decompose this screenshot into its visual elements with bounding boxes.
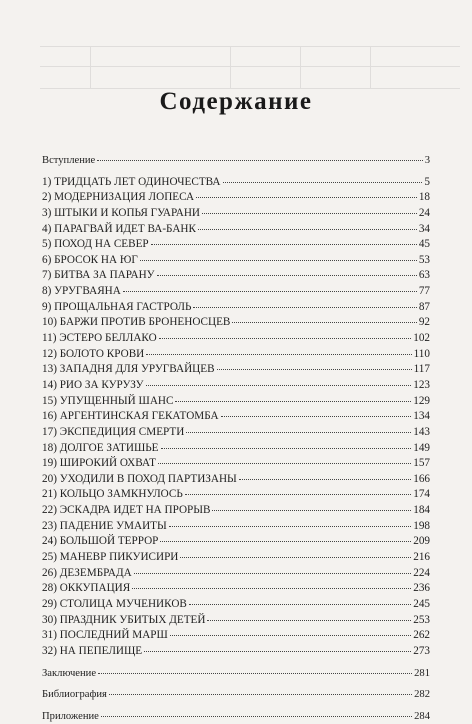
toc-entry-label: 28) ОККУПАЦИЯ: [42, 582, 131, 595]
dot-leader: [146, 375, 412, 386]
toc-entry-page: 87: [418, 300, 430, 313]
toc-entry-bibliography: [42, 686, 430, 702]
dot-leader: [109, 684, 412, 695]
toc-entry-label: 10) БАРЖИ ПРОТИВ БРОНЕНОСЦЕВ: [42, 316, 231, 329]
dot-leader: [198, 219, 417, 230]
toc-entry-page: 3: [424, 155, 430, 166]
toc-entry-page: 174: [413, 488, 430, 501]
toc-entry-label: 11) ЭСТЕРО БЕЛЛАКО: [42, 332, 157, 345]
toc-entry-label: 26) ДЕЗЕМБРАДА: [42, 566, 132, 579]
toc-entry-label: 2) МОДЕРНИЗАЦИЯ ЛОПЕСА: [42, 191, 195, 204]
toc-entry-page: 134: [413, 410, 430, 423]
toc-entry-page: 209: [413, 535, 430, 548]
toc-entry-label: 31) ПОСЛЕДНИЙ МАРШ: [42, 629, 168, 642]
dot-leader: [170, 625, 411, 636]
dot-leader: [169, 516, 411, 527]
toc-entry-page: 149: [413, 441, 430, 454]
toc-entry-page: 184: [413, 504, 430, 517]
dot-leader: [232, 312, 416, 323]
toc-entry-label: 19) ШИРОКИЙ ОХВАТ: [42, 457, 156, 470]
toc-entry-label: 13) ЗАПАДНЯ ДЛЯ УРУГВАЙЦЕВ: [42, 363, 215, 376]
toc-entry-page: 166: [413, 472, 430, 485]
toc-entry-label: 29) СТОЛИЦА МУЧЕНИКОВ: [42, 597, 187, 610]
toc-entry-page: 24: [418, 206, 430, 219]
toc-entry-page: 273: [413, 644, 430, 657]
toc-entry-label: Библиография: [42, 689, 107, 701]
dot-leader: [207, 610, 411, 621]
toc-entry-label: 20) УХОДИЛИ В ПОХОД ПАРТИЗАНЫ: [42, 472, 237, 485]
dot-leader: [123, 281, 417, 292]
toc-entry-label: 22) ЭСКАДРА ИДЕТ НА ПРОРЫВ: [42, 504, 211, 517]
dot-leader: [202, 203, 417, 214]
dot-leader: [196, 187, 417, 198]
toc-entry-page: 157: [413, 457, 430, 470]
dot-leader: [239, 469, 411, 480]
dot-leader: [193, 297, 416, 308]
toc-entry-page: 245: [413, 597, 430, 610]
toc-entry-label: Заключение: [42, 667, 97, 679]
table-of-contents: [42, 152, 430, 723]
dot-leader: [97, 150, 422, 161]
toc-entry-label: 4) ПАРАГВАЙ ИДЕТ ВА-БАНК: [42, 222, 196, 235]
toc-entry-page: 224: [413, 566, 430, 579]
toc-entry-page: 282: [414, 689, 430, 701]
toc-entry-label: 12) БОЛОТО КРОВИ: [42, 347, 145, 360]
toc-entry-page: 53: [418, 253, 430, 266]
toc-entry-page: 143: [413, 425, 430, 438]
dot-leader: [180, 547, 411, 558]
toc-entry-label: Вступление: [42, 155, 96, 166]
toc-entry-page: 253: [413, 613, 430, 626]
toc-entry-page: 110: [413, 347, 430, 360]
toc-entry-page: 102: [413, 332, 430, 345]
toc-entry-label: 23) ПАДЕНИЕ УМАИТЫ: [42, 519, 167, 532]
toc-entry: [42, 643, 430, 659]
toc-entry-label: 15) УПУЩЕННЫЙ ШАНС: [42, 394, 174, 407]
dot-leader: [101, 706, 412, 717]
toc-entry-page: 45: [418, 238, 430, 251]
toc-entry-label: 24) БОЛЬШОЙ ТЕРРОР: [42, 535, 159, 548]
dot-leader: [157, 265, 417, 276]
toc-entry-page: 5: [424, 175, 430, 188]
toc-entry-page: 63: [418, 269, 430, 282]
dot-leader: [186, 422, 411, 433]
toc-entry-label: 7) БИТВА ЗА ПАРАНУ: [42, 269, 155, 282]
toc-entry-label: Приложение: [42, 710, 99, 722]
page-title: Содержание: [159, 88, 313, 115]
toc-entry-label: 1) ТРИДЦАТЬ ЛЕТ ОДИНОЧЕСТВА: [42, 175, 221, 188]
bleed-through-table: [30, 0, 470, 100]
toc-entry-conclusion: [42, 665, 430, 681]
dot-leader: [223, 172, 423, 183]
toc-entry-label: 30) ПРАЗДНИК УБИТЫХ ДЕТЕЙ: [42, 613, 206, 626]
toc-entry-page: 77: [418, 285, 430, 298]
dot-leader: [175, 391, 411, 402]
toc-entry-page: 281: [414, 667, 430, 679]
dot-leader: [161, 438, 412, 449]
dot-leader: [212, 500, 411, 511]
dot-leader: [151, 234, 417, 245]
dot-leader: [132, 578, 411, 589]
dot-leader: [146, 344, 411, 355]
toc-entry-label: 16) АРГЕНТИНСКАЯ ГЕКАТОМБА: [42, 410, 219, 423]
toc-entry-appendix: [42, 708, 430, 724]
toc-entry-page: 92: [418, 316, 430, 329]
dot-leader: [144, 641, 411, 652]
toc-entry-page: 216: [413, 551, 430, 564]
dot-leader: [98, 663, 412, 674]
toc-entry-label: 5) ПОХОД НА СЕВЕР: [42, 238, 149, 251]
toc-entry-label: 3) ШТЫКИ И КОПЬЯ ГУАРАНИ: [42, 206, 200, 219]
toc-entry-label: 17) ЭКСПЕДИЦИЯ СМЕРТИ: [42, 425, 185, 438]
toc-entry-page: 262: [413, 629, 430, 642]
toc-entry-page: 34: [418, 222, 430, 235]
dot-leader: [189, 594, 411, 605]
toc-entry-label: 18) ДОЛГОЕ ЗАТИШЬЕ: [42, 441, 159, 454]
toc-entry-page: 18: [418, 191, 430, 204]
dot-leader: [160, 531, 411, 542]
toc-entry-page: 236: [413, 582, 430, 595]
toc-entry-page: 284: [414, 710, 430, 722]
dot-leader: [159, 328, 412, 339]
toc-entry-label: 25) МАНЕВР ПИКУИСИРИ: [42, 551, 179, 564]
toc-entry-label: 8) УРУГВАЯНА: [42, 285, 121, 298]
toc-entry-label: 32) НА ПЕПЕЛИЩЕ: [42, 644, 143, 657]
toc-entry-label: 9) ПРОЩАЛЬНАЯ ГАСТРОЛЬ: [42, 300, 192, 313]
toc-entry-label: 6) БРОСОК НА ЮГ: [42, 253, 138, 266]
dot-leader: [158, 453, 411, 464]
toc-entry-page: 117: [413, 363, 430, 376]
dot-leader: [140, 250, 417, 261]
dot-leader: [221, 406, 412, 417]
dot-leader: [134, 563, 412, 574]
toc-entry-label: 21) КОЛЬЦО ЗАМКНУЛОСЬ: [42, 488, 183, 501]
toc-entry-page: 129: [413, 394, 430, 407]
toc-entry-page: 123: [413, 378, 430, 391]
toc-entry-introduction: [42, 152, 430, 168]
dot-leader: [217, 359, 412, 370]
dot-leader: [185, 484, 411, 495]
toc-entry-page: 198: [413, 519, 430, 532]
toc-entry-label: 14) РИО ЗА КУРУЗУ: [42, 378, 144, 391]
